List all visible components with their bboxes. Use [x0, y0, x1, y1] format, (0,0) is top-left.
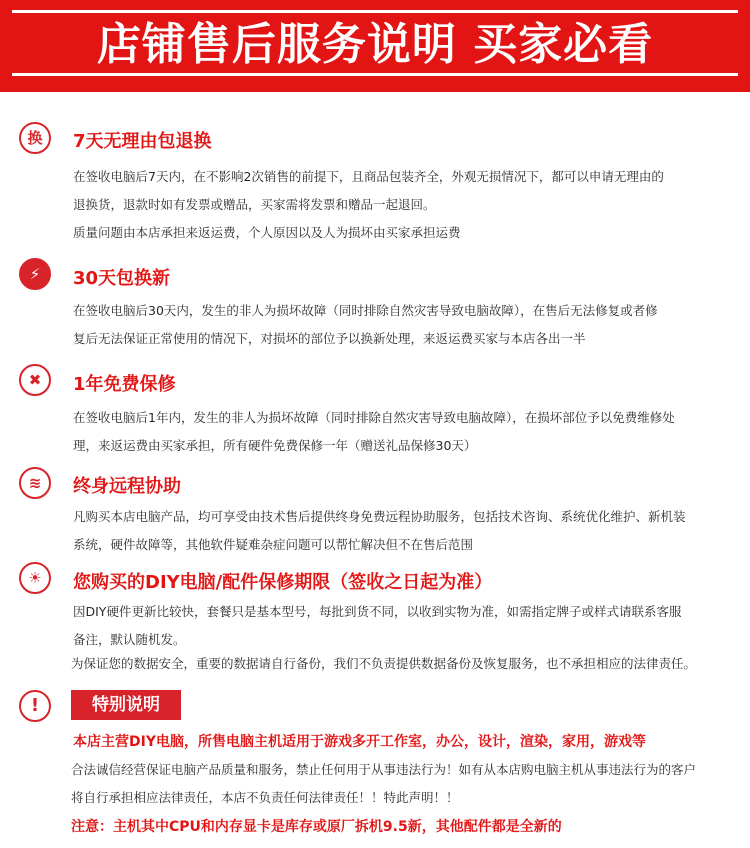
- exchange-icon: 换: [19, 122, 51, 154]
- section-title-1year-warranty: 1年免费保修: [73, 374, 176, 395]
- tools-icon: ✖: [19, 364, 51, 396]
- page-title: 店铺售后服务说明 买家必看: [96, 19, 654, 70]
- section-text: 在签收电脑后30天内，发生的非人为损坏故障（同时排除自然灾害导致电脑故障），在售后无法修复或者修: [73, 303, 658, 318]
- section-title-diy-warranty: 您购买的DIY电脑/配件保修期限（签收之日起为准）: [73, 572, 493, 593]
- lightbulb-icon: ☀: [19, 562, 51, 594]
- section-text: 凡购买本店电脑产品，均可享受由技术售后提供终身免费远程协助服务，包括技术咨询、系统优化维护、新机装: [73, 509, 686, 524]
- section-title-remote-assist: 终身远程协助: [73, 476, 181, 497]
- section-text: 因DIY硬件更新比较快，套餐只是基本型号，每批到货不同，以收到实物为准，如需指定牌子或样式请联系客服: [73, 604, 682, 619]
- special-note: 注意：主机其中CPU和内存显卡是库存或原厂拆机9.5新，其他配件都是全新的: [71, 819, 562, 835]
- special-text: 将自行承担相应法律责任，本店不负责任何法律责任！！特此声明！！: [71, 790, 459, 805]
- lightning-icon: ⚡: [19, 258, 51, 290]
- section-text: 备注，默认随机发。: [73, 632, 186, 647]
- special-text: 合法诚信经营保证电脑产品质量和服务，禁止任何用于从事违法行为！如有从本店购电脑主机从事违法行为的客户: [71, 762, 697, 777]
- section-text: 理，来返运费由买家承担，所有硬件免费保修一年（赠送礼品保修30天）: [73, 438, 477, 453]
- section-title-7day-return: 7天无理由包退换: [73, 131, 212, 152]
- section-text: 质量问题由本店承担来返运费，个人原因以及人为损坏由买家承担运费: [73, 225, 461, 240]
- section-text: 复后无法保证正常使用的情况下，对损坏的部位予以换新处理，来返运费买家与本店各出一半: [73, 331, 586, 346]
- section-title-30day-exchange: 30天包换新: [73, 268, 171, 289]
- exclamation-icon: !: [19, 690, 51, 722]
- section-text: 系统，硬件故障等，其他软件疑难杂症问题可以帮忙解决但不在售后范围: [73, 537, 474, 552]
- special-headline: 本店主营DIY电脑，所售电脑主机适用于游戏多开工作室，办公，设计，渲染，家用，游戏等: [73, 734, 646, 750]
- section-text: 为保证您的数据安全，重要的数据请自行备份，我们不负责提供数据备份及恢复服务，也不承担相应的法律责任。: [71, 656, 697, 671]
- special-notice-badge: 特别说明: [71, 690, 181, 720]
- section-text: 退换货，退款时如有发票或赠品，买家需将发票和赠品一起退回。: [73, 197, 436, 212]
- section-text: 在签收电脑后7天内，在不影响2次销售的前提下，且商品包装齐全，外观无损情况下，都可以申请无理由的: [73, 169, 664, 184]
- wifi-signal-icon: ≋: [19, 467, 51, 499]
- section-text: 在签收电脑后1年内，发生的非人为损坏故障（同时排除自然灾害导致电脑故障），在损坏部位予以免费维修处: [73, 410, 675, 425]
